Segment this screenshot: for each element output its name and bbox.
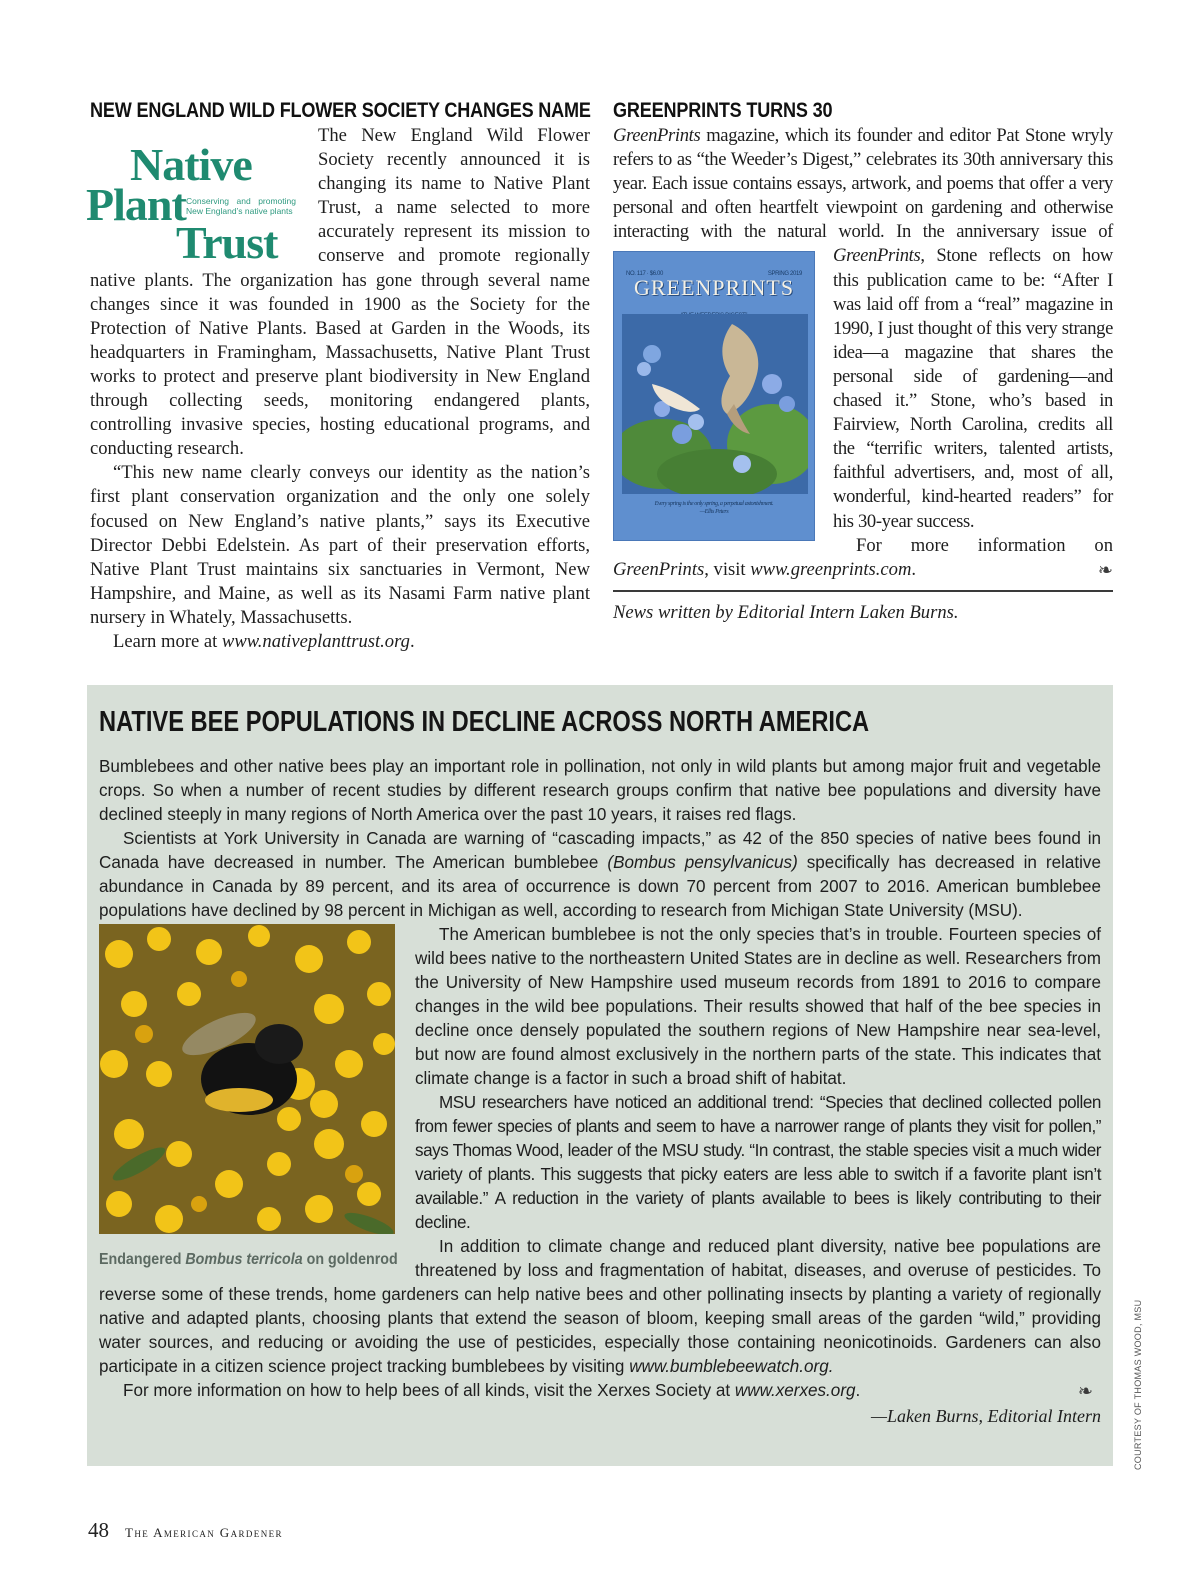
bumblebeewatch-link[interactable]: www.bumblebeewatch.org. [629, 1357, 834, 1376]
greenprints-cover [613, 251, 815, 541]
cover-quote-text: Every spring is the only spring, a perpetual astonishment. [654, 501, 774, 508]
left-article-learn-more [90, 630, 590, 654]
bee-sidebar [87, 685, 1113, 1466]
cover-quote-author: —Ellis Peters [699, 509, 729, 516]
right-article-para1 [613, 124, 1113, 534]
left-article-body [86, 124, 590, 654]
sidebar-para6 [99, 1379, 1101, 1403]
xerxes-link[interactable]: www.xerxes.org [734, 1381, 856, 1400]
sidebar-para1: Bumblebees and other native bees play an important role in pollination, not only in wild plants but among major fruit and vegetable crops. So when a number of recent studies by different research groups confirm that native bee populations and diversity have declined steeply in many regions of North America over the past 10 years, it raises red flags. [99, 757, 1101, 824]
sidebar-para6-suffix: . [855, 1381, 861, 1400]
greenprints-link[interactable]: www.greenprints.com [750, 558, 912, 580]
caption-prefix: Endangered [99, 1251, 186, 1268]
left-article [86, 98, 591, 654]
cover-illustration [622, 314, 808, 494]
bee-caption [99, 1248, 398, 1272]
right-para1-text-b: , Stone reflects on how this publication came to be: “After I was laid off from a “real” magazine in 1990, I just thought of this very strange idea—a magazine that shares the personal side of gardening—and chased it.” Stone, who’s based in Fairview, North Carolina, credits all the “terrific writers, talented artists, faithful advertisers, and, most of all, wonderful, kind-hearted readers” for his 30-year success. [833, 245, 1113, 532]
sidebar-para2-text-b: specifically has decreased in relative abundance in Canada by 89 percent, and its area of occurrence is down 70 percent from 2007 to 2016. American bumblebee populations have declined by 98 percent in Michigan as well, according to research from Michigan State University (MSU). [99, 853, 1101, 920]
right-article-body [613, 124, 1113, 582]
cover-masthead: GREENPRINTS [633, 275, 795, 301]
left-article-para2: “This new name clearly conveys our identity as the nation’s first plant conservation organization and the only one solely focused on New England’s native plants,” says its Executive Director Debbi Edelstein. As part of their preservation efforts, Native Plant Trust maintains six sanctuaries in Vermont, New Hampshire, and Maine, as well as its Nasami Farm native plant nursery in Whately, Massachusetts. [90, 462, 590, 628]
cover-issue: NO. 117 · $6.00 [626, 271, 663, 278]
right-article-heading: GREENPRINTS TURNS 30 [613, 99, 833, 122]
greenprints-title-2: GreenPrints [833, 245, 921, 267]
more-info-suffix: . [911, 558, 917, 580]
sidebar-para3: The American bumblebee is not the only species that’s in trouble. Fourteen species of wild bees native to the northeastern United States are in decline as well. Researchers from the University of New Hampshire used museum records from 1891 to 2016 to compare changes in the wild bee populations. Their results showed that half of the bee species in decline once densely populated the southern regions of New Hampshire near sea-level, but now are found almost exclusively in the northern parts of the state. This indicates that climate change is a factor in such a broad shift of habitat. [415, 925, 1102, 1088]
sidebar-signature: —Laken Burns, Editorial Intern [871, 1406, 1101, 1426]
caption-suffix: on goldenrod [302, 1251, 398, 1268]
more-info-prefix: For more information on [856, 534, 1113, 556]
species-name: (Bombus pensylvanicus) [607, 853, 798, 872]
end-mark-icon: ❧ [1097, 559, 1113, 580]
bee-photo [99, 924, 395, 1234]
greenprints-title: GreenPrints [613, 125, 701, 146]
native-plant-trust-logo [86, 126, 310, 268]
right-article [613, 98, 1113, 625]
sidebar-para2 [99, 827, 1101, 923]
learn-more-suffix: . [409, 630, 415, 652]
page-number: 48 [88, 1518, 109, 1542]
left-article-heading: NEW ENGLAND WILD FLOWER SOCIETY CHANGES NAME [90, 99, 591, 122]
news-credit: News written by Editorial Intern Laken Burns. [613, 601, 959, 623]
sidebar-para4: MSU researchers have noticed an additional trend: “Species that declined collected pollen from fewer species of plants and seem to have a narrower range of plants they visit for pollen,” says Thomas Wood, leader of the MSU study. “In contrast, the stable species visit a much wider variety of plants. This suggests that picky eaters are less able to switch if a favorite plant isn’t available.” A reduction in the variety of plants available to bees is likely contributing to their decline. [415, 1093, 1101, 1232]
photo-credit: COURTESY OF THOMAS WOOD, MSU [1133, 1299, 1143, 1470]
logo-word-plant: Plant [86, 179, 186, 230]
more-info-title: GreenPrints [613, 558, 705, 580]
right-para1-text-a: magazine, which its founder and editor Pat Stone wryly refers to as “the Weeder’s Digest,” celebrates its 30th anniversary this year. Each issue contains essays, artwork, and poems that offer a very personal and often heartfelt viewpoint on gardening and otherwise interacting with the natural world. In the anniversary issue of [613, 125, 1113, 243]
sidebar-para6-prefix: For more information on how to help bees of all kinds, visit the Xerxes Society at [123, 1381, 735, 1400]
logo-word-native: Native [130, 139, 252, 190]
sidebar-body [99, 755, 1101, 1429]
sidebar-end-mark-icon: ❧ [1077, 1381, 1093, 1401]
learn-more-prefix: Learn more at [113, 630, 222, 652]
sidebar-para5-text: In addition to climate change and reduced plant diversity, native bee populations are threatened by loss and fragmentation of habitat, diseases, and overuse of pesticides. To reverse some of these trends, home gardeners can help native bees and other pollinating insects by planting a variety of regionally native and adapted plants, choosing plants that extend the season of bloom, keeping small areas of the garden “wild,” providing water sources, and reducing or avoiding the use of pesticides, especially those containing neonicotinoids. Gardeners can also participate in a citizen science project tracking bumblebees by visiting [99, 1237, 1101, 1376]
logo-tagline: Conserving and promoting New England’s native plants [186, 196, 296, 216]
cover-season: SPRING 2019 [767, 271, 802, 278]
caption-species: Bombus terricola [185, 1251, 303, 1268]
credit-divider [613, 590, 1113, 592]
more-info-mid: , visit [704, 558, 751, 580]
page-footer [88, 1518, 283, 1543]
cover-quote [654, 500, 774, 516]
bee-figure [99, 924, 398, 1272]
magazine-name: The American Gardener [125, 1525, 283, 1540]
native-plant-trust-link[interactable]: www.nativeplanttrust.org [221, 630, 410, 652]
logo-word-trust: Trust [176, 217, 278, 268]
left-article-para1 [86, 124, 590, 461]
sidebar-para2-text-a: Scientists at York University in Canada are warning of “cascading impacts,” as 42 of the 850 species of native bees found in Canada have decreased in number. The American bumblebee [99, 829, 1101, 872]
sidebar-heading: NATIVE BEE POPULATIONS IN DECLINE ACROSS NORTH AMERICA [99, 706, 870, 738]
left-para1-text: The New England Wild Flower Society recently announced it is changing its name to Native Plant Trust, a name selected to more accurately represent its mission to conserve and promote regionally native plants. The organization has gone through several name changes since it was founded in 1900 as the Society for the Protection of Native Plants. Based at Garden in the Woods, its headquarters in Framingham, Massachusetts, Native Plant Trust works to protect and preserve plant biodiversity in New England through collecting seeds, monitoring endangered plants, controlling invasive species, hosting educational programs, and conducting research. [90, 125, 590, 460]
